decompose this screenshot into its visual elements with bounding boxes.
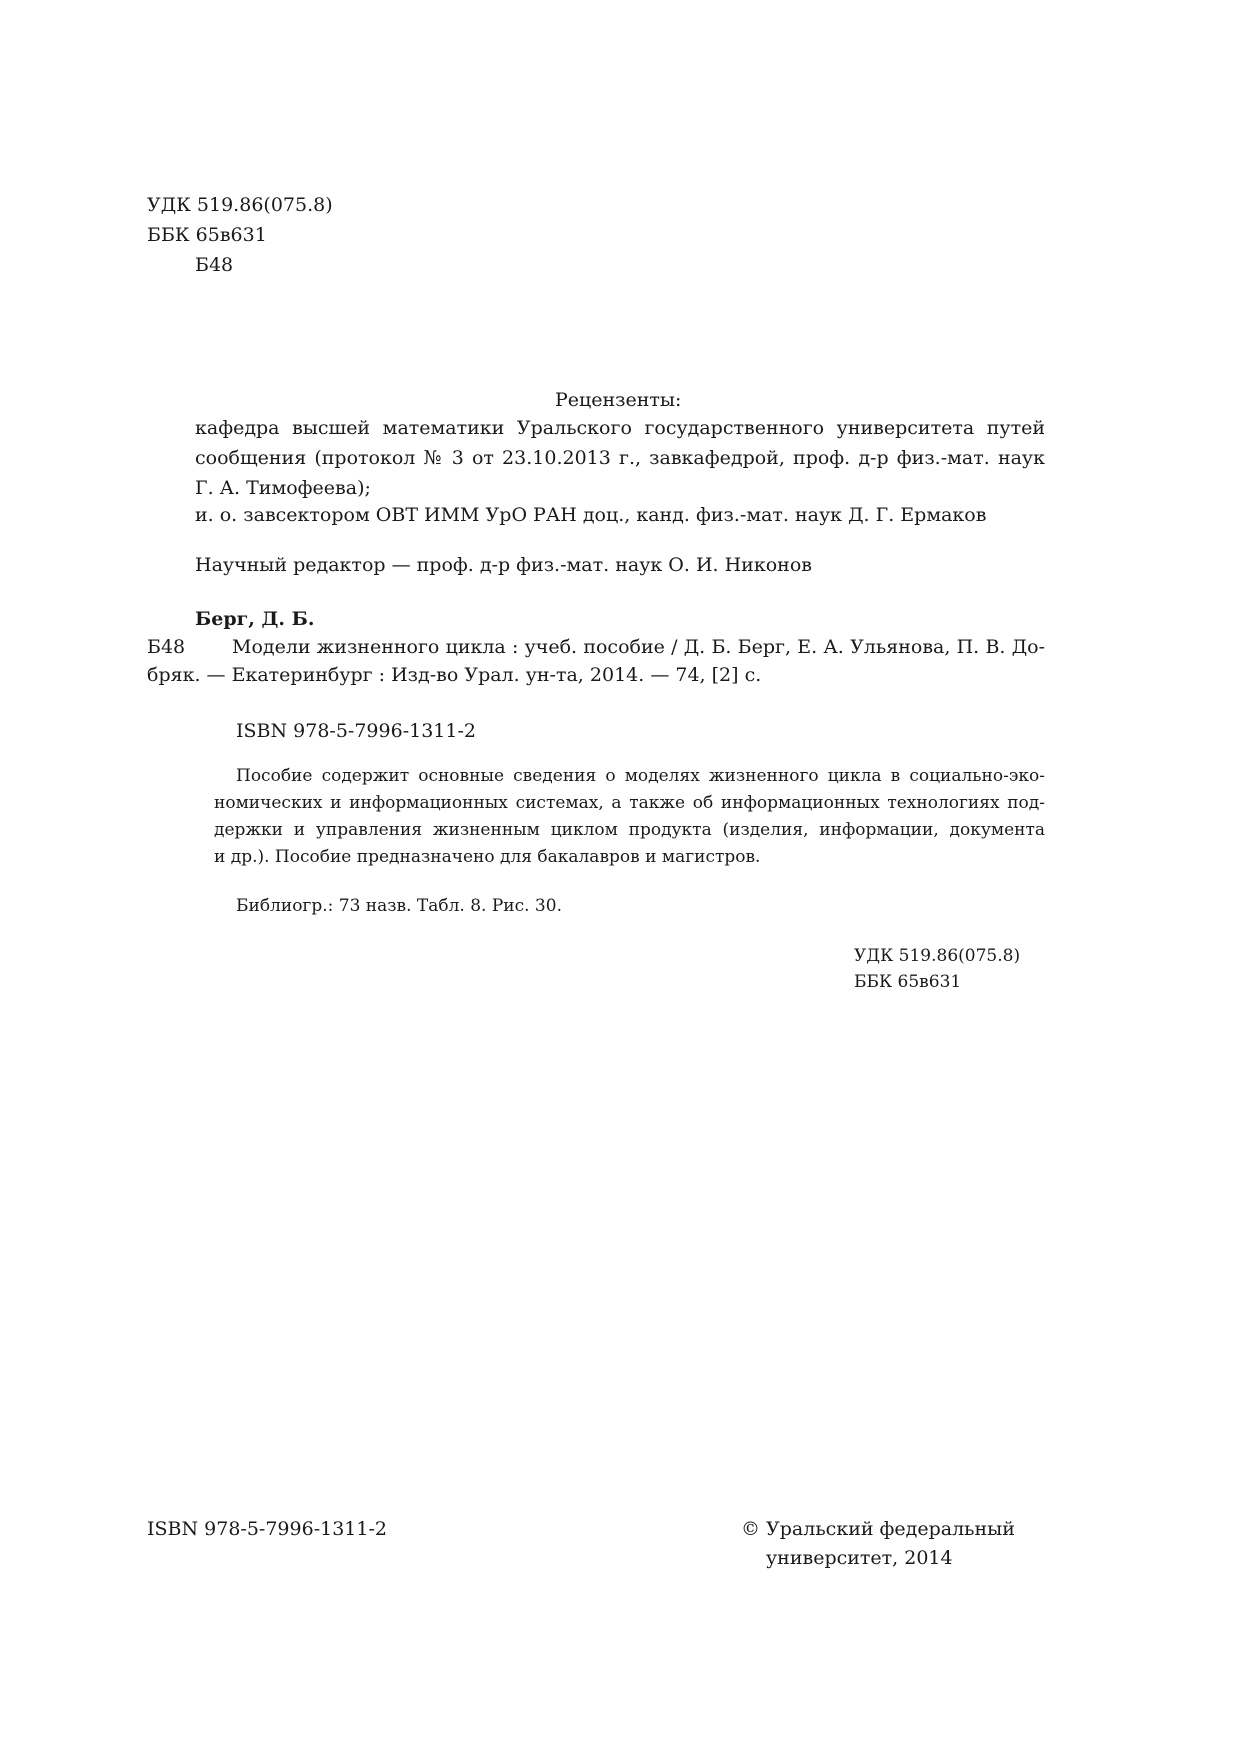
record-description-line: Модели жизненного цикла : учеб. пособие / Д. Б. Берг, Е. А. Ульянова, П. В. До-: [232, 636, 1045, 658]
annotation-line: и др.). Пособие предназначено для бакалавров и магистров.: [214, 847, 761, 867]
record-mark: Б48: [147, 636, 186, 658]
annotation-line: держки и управления жизненным циклом продукта (изделия, информации, документа: [214, 820, 1045, 840]
udk-code: УДК 519.86(075.8): [147, 194, 333, 216]
bbk-code: ББК 65в631: [147, 224, 267, 246]
record-line1-block: [232, 632, 1045, 662]
record-description-line: бряк. — Екатеринбург : Изд-во Урал. ун-та, 2014. — 74, [2] с.: [147, 664, 762, 686]
reviewer-line: Г. А. Тимофеева);: [195, 477, 371, 499]
scientific-editor: Научный редактор — проф. д-р физ.-мат. наук О. И. Никонов: [195, 554, 812, 576]
annotation-line: Пособие содержит основные сведения о моделях жизненного цикла в социально-эко-: [236, 766, 1045, 786]
reviewer-line: кафедра высшей математики Уральского государственного университета путей: [195, 417, 1045, 439]
copyright-line: университет, 2014: [766, 1547, 953, 1569]
footer-isbn: ISBN 978-5-7996-1311-2: [147, 1518, 387, 1540]
bibliography-note: Библиогр.: 73 назв. Табл. 8. Рис. 30.: [236, 896, 562, 916]
reviewer-line: сообщения (протокол № 3 от 23.10.2013 г., завкафедрой, проф. д-р физ.-мат. наук: [195, 447, 1045, 469]
author-heading: Берг, Д. Б.: [195, 608, 315, 630]
reviewer-line: и. о. завсектором ОВТ ИММ УрО РАН доц., канд. физ.-мат. наук Д. Г. Ермаков: [195, 504, 987, 526]
reviewers-block: [195, 413, 1045, 473]
author-mark: Б48: [195, 254, 234, 276]
record-isbn: ISBN 978-5-7996-1311-2: [236, 720, 476, 742]
copyright-line: © Уральский федеральный: [741, 1518, 1015, 1540]
reviewers-heading: Рецензенты:: [555, 389, 682, 411]
annotation-line: номических и информационных системах, а также об информационных технологиях под-: [214, 793, 1045, 813]
footer-bbk: ББК 65в631: [854, 972, 962, 992]
annotation-block: [214, 763, 1045, 844]
footer-udk: УДК 519.86(075.8): [854, 946, 1021, 966]
